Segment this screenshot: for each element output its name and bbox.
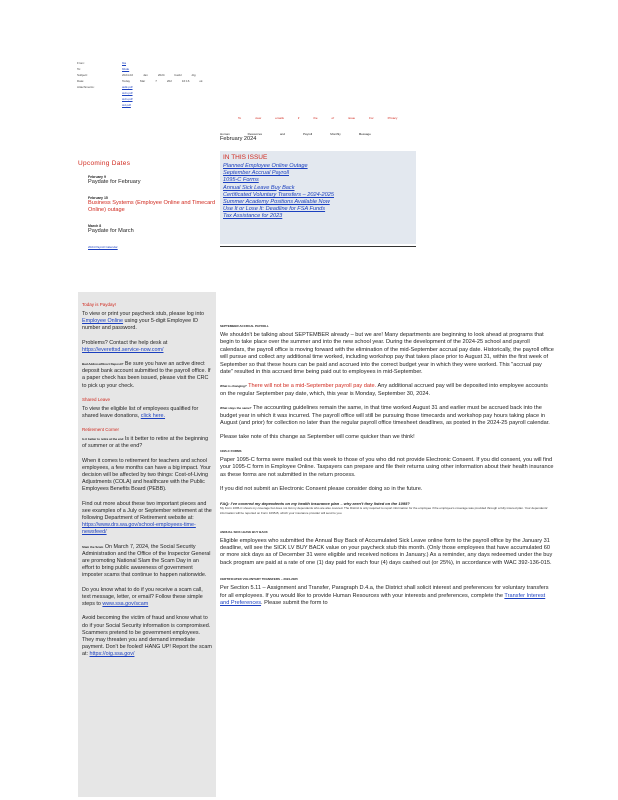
event-item (88, 196, 218, 214)
memo-value: 16:16 (181, 79, 190, 83)
event-text: Business Systems (Employee Online and Timecard Online) outage (88, 200, 216, 213)
banner-word: For (369, 116, 374, 120)
scam-steps-paragraph: Do you know what to do if you receive a scam call, text message, letter, or email? Follow these simple steps to www.ssa.gov/scam (82, 586, 203, 608)
retirement-paragraph: When it comes to retirement for teachers and school employees, a few months can have a big impact. Your decision will be affected by two things: Cost-of-Living Adjustments (COLA) and healthcare with the Public Employees Benefits Board (PEBB). (82, 457, 211, 493)
sick-leave-paragraph: Eligible employees who submitted the Annual Buy Back of Accumulated Sick Leave online form to the payroll office by the January 31 deadline, will see the SICK LV BUY BACK value on your paycheck stub this month. (Only those employees that have accumulated 60 or more sick days as of December 31 were eligible and received notices in January.) As a reminder, any days redeemed under the buy back program are paid at a rate of one (1) day paid for each four (4) days cashed out (or 25%), in accordance with WAC 392-136-015. (220, 537, 553, 566)
payroll-calendar-link[interactable]: 2024 Payroll Calendar (88, 245, 118, 249)
memo-value: Mar (140, 79, 146, 83)
event-text: Paydate for March (88, 228, 134, 234)
toc-item-link[interactable]: Annual Sick Leave Buy Back (223, 184, 295, 191)
toc-item-link[interactable]: Planned Employee Online Outage (223, 163, 308, 169)
what-stays-paragraph: What stays the same? The accounting guidelines remain the same, in that time worked August 31 and earlier must be accrued back into the budget year in which it was incurred. The payroll office will still be pursuing those timecards and workshop pay hours taking place in August (and prior) for collection no later than the regular payroll office timesheet deadlines, as posted in the 2024-25 payroll calendar. (220, 405, 550, 427)
memo-link[interactable]: aidk.pdf (122, 85, 133, 89)
oig-link[interactable]: https://oig.ssa.gov/ (89, 651, 135, 658)
newsletter-body (220, 324, 554, 614)
toc-item-link[interactable]: Use It or Lose It: Deadline for FSA Funds (223, 206, 326, 213)
memo-value: ok (199, 79, 203, 83)
memo-row (77, 102, 237, 108)
voluntary-transfers-paragraph: Per Section 5.11 – Assignment and Transfer, Paragraph D.4.a, the District shall solicit interest and preferences for voluntary transfers for all employees. If you would like to provide Human Resources with your interests and preferences, complete the Transfer Interest and Preferences. Please submit the form to (220, 585, 549, 606)
memo-link[interactable]: sid.pdf (122, 103, 131, 107)
toc-item-link[interactable]: Tax Assistance for 2023 (223, 213, 283, 220)
banner-word: view (255, 116, 262, 120)
event-date: February 15 (88, 196, 108, 200)
event-date: March 8 (88, 224, 102, 228)
banner-word: To (238, 116, 242, 120)
memo-value: 2024-02 (122, 73, 134, 77)
faq-question: FAQ: I've covered my dependents on my health insurance plan – why aren't they listed on the 1095? (220, 500, 410, 506)
memo-value: dig (191, 73, 196, 77)
event-date: February 9 (88, 175, 106, 179)
direct-deposit-paragraph: Bad Address/Direct Deposit? Be sure you have an active direct deposit bank account submitted to the payroll office. If a paper check has been issued, please visit the CRC to pick up your check. (82, 361, 211, 389)
1095c-paragraph: Paper 1095-C forms were mailed out this week to those of you who did not provide Electronic Consent. If you did consent, you will find your 1095-C form in Employee Online. Taxpayers can prepare and file their returns using other information about their health insurance as these forms are not submitted in the return process. (220, 456, 554, 478)
title-word: Message (358, 132, 371, 136)
memo-key: To: (77, 67, 82, 71)
event-item (88, 224, 218, 235)
payday-heading: Today is Payday! (82, 302, 117, 307)
memo-value: 2024 (157, 73, 165, 77)
september-accrual-paragraph: We shouldn't be talking about SEPTEMBER already – but we are! Many departments are beginning to look ahead at programs that begin to take place over the summer and into the new school year. During the development of the 2024-25 school and payroll calendars, the payroll office is moving forward with the elimination of the mid-September accrual pay date. Historically, the payroll office will pursue and collect any additional time worked, including workshop pay that takes place prior to August 31, within the first week of September so that these hours can be paid and accrued into the correct budget year in which they were worked. This "accrual pay date" resulted in this accrued time being paid out to employees in mid-September. (220, 332, 554, 376)
memo-link[interactable]: sidn.pdf (122, 91, 133, 95)
upcoming-dates (78, 160, 218, 259)
transfer-form-link[interactable]: Transfer Interest and Preferences (220, 592, 546, 606)
paystub-paragraph: To view or print your paycheck stub, please log into Employee Online using your 5-digit Employee ID number and password. (82, 311, 204, 332)
toc-item-link[interactable]: Summer Academy Positions Available Now (223, 199, 330, 206)
shared-leave-heading: Shared Leave (82, 396, 111, 402)
toc-item-link[interactable]: September Accrual Payroll (223, 170, 290, 177)
help-desk-link[interactable]: https://everettsd.service-now.com/ (82, 346, 164, 353)
newsletter-header (220, 132, 418, 142)
title-word: Resources (247, 132, 263, 136)
event-text: Paydate for February (88, 179, 141, 185)
banner-word: the (313, 116, 318, 120)
memo-link[interactable]: blkde (122, 67, 130, 71)
retirement-question: Is it better to retire at the end Is it better to retire at the beginning of summer or at the end? (82, 436, 209, 450)
banner-word: if (297, 116, 300, 120)
banner-word: Privacy (387, 116, 398, 120)
title-word: Payroll (303, 132, 313, 136)
slam-scam-paragraph: Slam the Scam On March 7, 2024, the Social Security Administration and the Office of the Inspector General are promoting National Slam the Scam Day in an effort to bring public awareness of government imposter scams that continue to happen nationwide. (82, 543, 211, 579)
memo-key: Subject: (77, 73, 88, 77)
title-word: and (280, 132, 286, 136)
memo-value: 202 (166, 79, 172, 83)
toc-item-link[interactable]: Certificated Voluntary Transfers – 2024-2025 (223, 191, 335, 198)
email-header (77, 60, 237, 108)
banner-word: of (331, 116, 335, 120)
title-word: Monthly (330, 132, 341, 136)
shared-leave-paragraph: To view the eligible list of employees qualified for shared leave donations, click here. (82, 405, 199, 420)
upcoming-dates-heading: Upcoming Dates (78, 160, 131, 167)
toc-divider (220, 246, 416, 247)
faq-answer: My Form 1095-C shows my coverage but does not list my dependents who are also covered. The District is only required to report information for the employee if the employee's coverage was provided through a fully insured plan. Your dependents' information will be reported on Form 1095-B, which your insurance provider will send to you. (220, 505, 548, 515)
electronic-consent-paragraph: If you did not submit an Electronic Consent please consider doing so in the future. (220, 486, 423, 493)
email-banner (238, 116, 478, 120)
in-this-issue-box (220, 151, 416, 244)
memo-key: From: (77, 61, 85, 65)
fraud-paragraph: Avoid becoming the victim of fraud and know what to do if your Social Security information is compromised. Scammers pretend to be government employees. They may threaten you and demand immediate payment. Don't be fooled! HANG UP! Report the scam at: https://oig.ssa.gov/ (82, 615, 212, 658)
memo-key: Attachments: (77, 85, 95, 89)
employee-online-link[interactable]: Employee Online (82, 318, 124, 325)
memo-value: 7 (155, 79, 157, 83)
voluntary-transfers-heading: CERTIFICATED VOLUNTARY TRANSFERS – 2024-2025 (220, 577, 298, 582)
memo-key: Date: (77, 79, 85, 83)
banner-word: emails (275, 116, 284, 120)
shared-leave-link[interactable]: click here. (140, 413, 166, 420)
newsletter-date: February 2024 (220, 136, 257, 142)
title-word: Human (220, 132, 230, 136)
ssa-scam-link[interactable]: www.ssa.gov/scam (102, 601, 149, 608)
banner-word: issue (348, 116, 356, 120)
toc-item-link[interactable]: 1095-C Forms (223, 177, 259, 184)
september-accrual-heading: SEPTEMBER ACCRUAL PAYROLL (220, 324, 269, 328)
sick-leave-heading: ANNUAL SICK LEAVE BUY BACK (220, 529, 268, 534)
memo-value: Jan (143, 73, 148, 77)
drs-link[interactable]: https://www.drs.wa.gov/school-employees-time-newsfeed/ (82, 522, 196, 536)
help-desk-paragraph: Problems? Contact the help desk at https://everettsd.service-now.com/ (82, 339, 168, 353)
1095c-heading: 1095-C FORMS (220, 448, 242, 453)
sidebar-box (78, 292, 216, 797)
memo-link[interactable]: bla (122, 61, 127, 65)
september-note: Please take note of this change as September will come quicker than we think! (220, 434, 415, 441)
toc-heading: IN THIS ISSUE (223, 154, 268, 161)
retirement-link-paragraph: Find out more about these two important pieces and see examples of a July or September retirement at the following Department of Retirement website at: https://www.drs.wa.gov/school-employees-time-newsfeed/ (82, 500, 212, 536)
retirement-heading: Retirement Corner (82, 427, 120, 433)
what-changing-paragraph: What is changing? There will not be a mid-September payroll pay date. Any additional accrued pay will be deposited into employee accounts on the regular September pay date, which, this year is Monday, September 30, 2024. (220, 383, 548, 397)
memo-value: backl (174, 73, 182, 77)
event-item (88, 175, 218, 186)
memo-link[interactable]: sidn.pdf (122, 97, 133, 101)
memo-value: Today (122, 79, 131, 83)
